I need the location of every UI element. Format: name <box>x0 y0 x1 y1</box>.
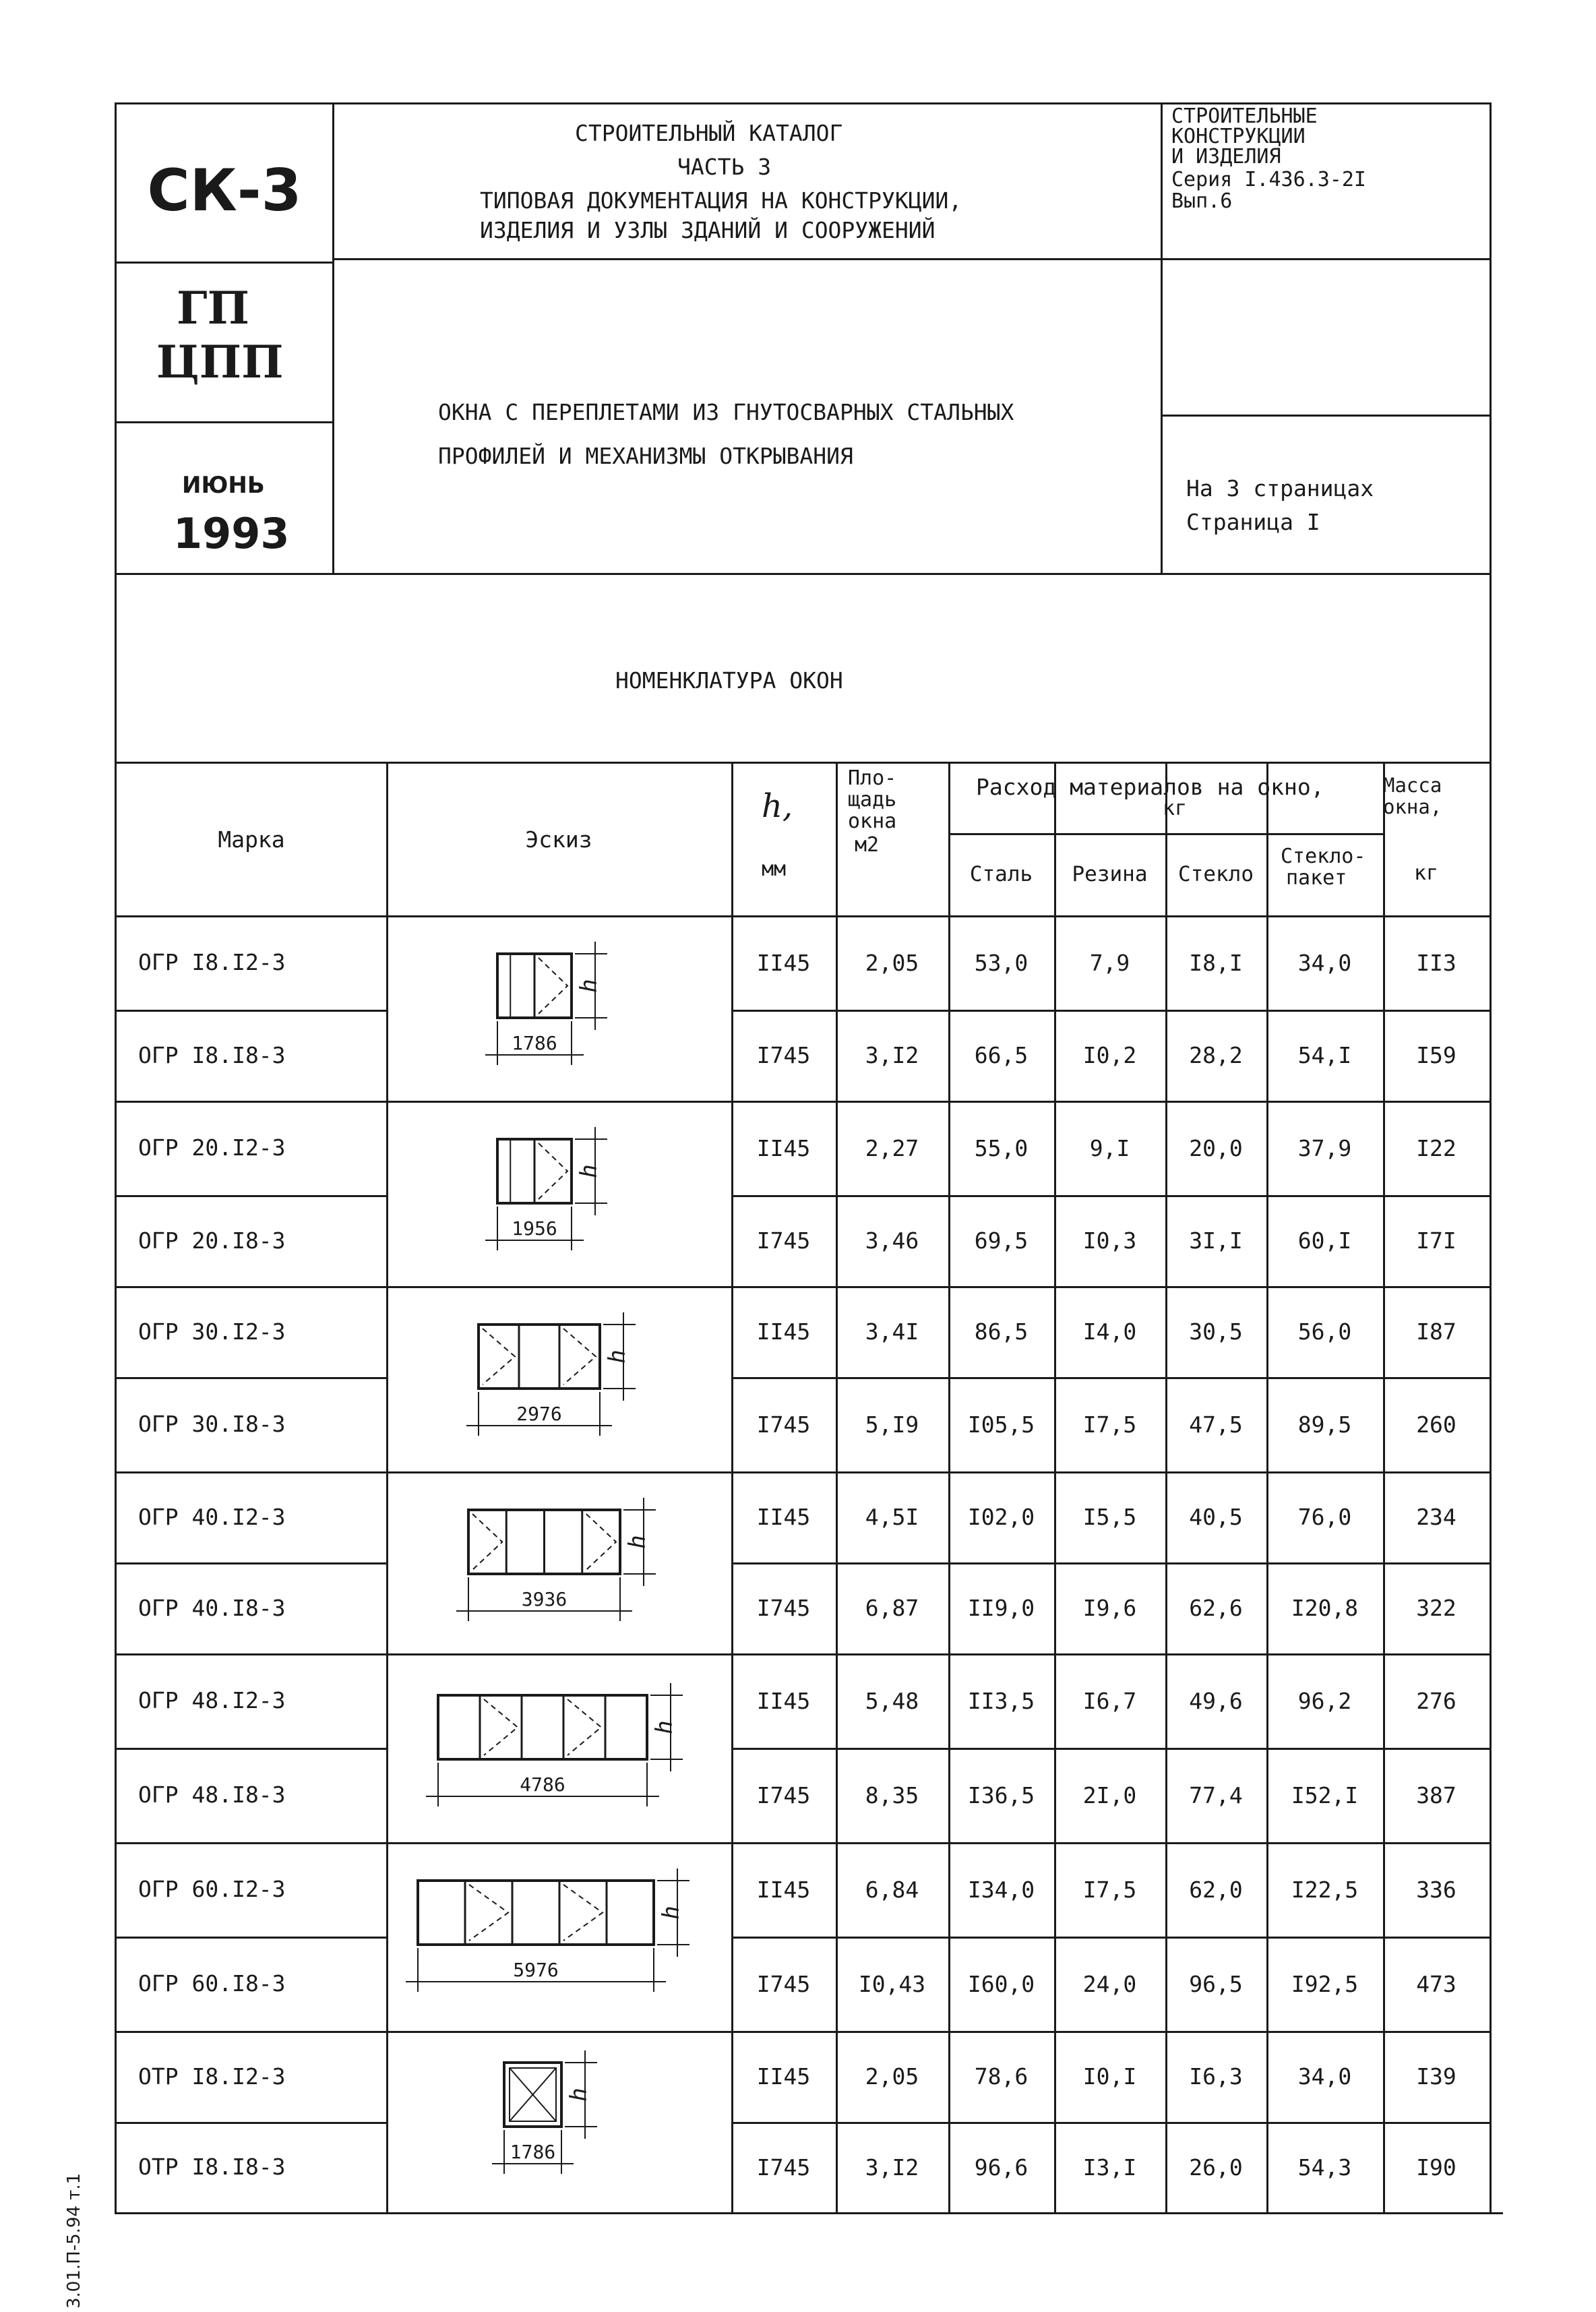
row-steel: 86,5 <box>974 1318 1029 1345</box>
row-area: 2,27 <box>865 1134 919 1161</box>
row-glass: 40,5 <box>1189 1504 1243 1530</box>
col-consumption-line-2: кг <box>1163 797 1188 820</box>
row-rubber: 9,I <box>1089 1134 1130 1161</box>
row-pack: 34,0 <box>1297 2063 1352 2090</box>
row-marka: ОГР 60.I8-3 <box>138 1970 286 1997</box>
window-sketch <box>418 1881 654 1945</box>
row-rubber: I0,3 <box>1082 1227 1137 1254</box>
row-glass: 30,5 <box>1189 1318 1243 1345</box>
row-area: 4,5I <box>865 1504 919 1530</box>
row-mass: 387 <box>1416 1782 1456 1808</box>
row-glass: 20,0 <box>1189 1134 1243 1161</box>
row-rubber: I0,I <box>1082 2063 1137 2090</box>
sketch-h-label: h <box>658 1906 685 1920</box>
row-area: 3,I2 <box>865 2154 919 2181</box>
row-glass: 77,4 <box>1189 1782 1243 1808</box>
row-steel: II3,5 <box>967 1687 1035 1714</box>
series-line-3: И ИЗДЕЛИЯ <box>1171 145 1281 169</box>
row-marka: ОГР 48.I2-3 <box>138 1687 286 1713</box>
row-rubber: I9,6 <box>1082 1595 1137 1621</box>
catalog-line-1: СТРОИТЕЛЬНЫЙ КАТАЛОГ <box>575 120 843 146</box>
sketch-opening-mark <box>567 1699 601 1755</box>
row-steel: II9,0 <box>967 1595 1035 1621</box>
row-h: I745 <box>756 2154 811 2181</box>
row-area: 6,87 <box>865 1595 919 1621</box>
sketch-dim-label: 1786 <box>512 1032 557 1054</box>
row-marka: ОГР 30.I8-3 <box>138 1411 286 1437</box>
row-area: 5,I9 <box>865 1411 919 1438</box>
row-area: 8,35 <box>865 1782 919 1808</box>
row-marka: ОГР 20.I8-3 <box>138 1227 286 1254</box>
row-h: II45 <box>756 1504 811 1530</box>
section-title: НОМЕНКЛАТУРА ОКОН <box>615 667 843 694</box>
col-rubber-header: Резина <box>1072 862 1148 886</box>
row-pack: 96,2 <box>1297 1687 1352 1714</box>
row-glass: 96,5 <box>1189 1970 1243 1997</box>
row-mass: 260 <box>1416 1411 1456 1438</box>
row-h: II45 <box>756 2063 811 2090</box>
row-glass: 47,5 <box>1189 1411 1243 1438</box>
col-mass-unit: кг <box>1414 861 1439 885</box>
col-h-header: h, <box>762 787 793 825</box>
col-mass-line-2: окна, <box>1383 795 1442 818</box>
row-pack: 56,0 <box>1297 1318 1352 1345</box>
doc-title-line-1: ОКНА С ПЕРЕПЛЕТАМИ ИЗ ГНУТОСВАРНЫХ СТАЛЬНЫХ <box>438 399 1014 425</box>
row-steel: 96,6 <box>974 2154 1029 2181</box>
row-h: II45 <box>756 1318 811 1345</box>
row-area: 2,05 <box>865 949 919 976</box>
row-mass: I59 <box>1416 1042 1456 1068</box>
col-area-unit: м2 <box>855 833 880 857</box>
sketch-h-label: h <box>565 2088 592 2102</box>
row-steel: 69,5 <box>974 1227 1029 1254</box>
catalog-line-4: ИЗДЕЛИЯ И УЗЛЫ ЗДАНИЙ И СООРУЖЕНИЙ <box>480 217 935 243</box>
sketch-h-label: h <box>624 1535 651 1549</box>
row-rubber: I5,5 <box>1082 1504 1137 1530</box>
row-pack: I52,I <box>1291 1782 1359 1808</box>
org-line-2: ЦПП <box>156 336 284 388</box>
doc-title-line-2: ПРОФИЛЕЙ И МЕХАНИЗМЫ ОТКРЫВАНИЯ <box>438 443 853 469</box>
row-mass: 322 <box>1416 1595 1456 1621</box>
row-h: II45 <box>756 1687 811 1714</box>
row-rubber: I4,0 <box>1082 1318 1137 1345</box>
row-area: 3,4I <box>865 1318 919 1345</box>
row-pack: 60,I <box>1297 1227 1352 1254</box>
row-area: I0,43 <box>858 1970 926 1997</box>
sketch-opening-mark <box>563 1329 596 1385</box>
sketch-dim-label: 2976 <box>516 1403 562 1425</box>
sk-code: СК-3 <box>147 156 302 224</box>
row-pack: I20,8 <box>1291 1595 1359 1621</box>
row-h: I745 <box>756 1227 811 1254</box>
series-line-5: Вып.6 <box>1171 189 1233 213</box>
window-sketch <box>438 1695 647 1759</box>
row-steel: 78,6 <box>974 2063 1029 2090</box>
row-rubber: 24,0 <box>1082 1970 1137 1997</box>
row-pack: 34,0 <box>1297 949 1352 976</box>
sketch-dim-label: 3936 <box>521 1588 567 1610</box>
row-pack: 76,0 <box>1297 1504 1352 1530</box>
row-marka: ОГР 30.I2-3 <box>138 1318 286 1345</box>
row-steel: 66,5 <box>974 1042 1029 1068</box>
sketch-opening-mark <box>539 958 567 1014</box>
col-steel-header: Сталь <box>969 862 1033 886</box>
row-marka: ОГР I8.I2-3 <box>138 949 286 975</box>
row-glass: 26,0 <box>1189 2154 1243 2181</box>
row-area: 3,46 <box>865 1227 919 1254</box>
col-area-line-1: Пло- <box>848 766 897 790</box>
row-marka: ОГР 40.I2-3 <box>138 1503 286 1530</box>
col-area-line-2: щадь <box>848 788 897 812</box>
row-marka: ОГР 20.I2-3 <box>138 1134 286 1161</box>
col-eskiz-header: Эскиз <box>525 826 592 853</box>
sketch-dim-label: 4786 <box>520 1773 565 1796</box>
sketch-dim-label: 1956 <box>512 1217 557 1240</box>
col-h-unit: мм <box>762 857 787 881</box>
year: 1993 <box>173 509 290 558</box>
pages-line-2: Страница I <box>1186 509 1320 535</box>
row-glass: I8,I <box>1189 949 1243 976</box>
row-h: I745 <box>756 1595 811 1621</box>
catalog-line-2: ЧАСТЬ 3 <box>677 154 772 180</box>
row-pack: I22,5 <box>1291 1876 1359 1903</box>
row-h: II45 <box>756 949 811 976</box>
row-mass: I39 <box>1416 2063 1456 2090</box>
row-mass: 234 <box>1416 1504 1456 1530</box>
sketch-opening-mark <box>539 1143 567 1199</box>
sketch-h-label: h <box>576 979 603 993</box>
row-pack: 54,I <box>1297 1042 1352 1068</box>
row-pack: 54,3 <box>1297 2154 1352 2181</box>
row-rubber: I7,5 <box>1082 1876 1137 1903</box>
row-area: 6,84 <box>865 1876 919 1903</box>
row-marka: ОТР I8.I8-3 <box>138 2154 286 2180</box>
row-mass: 473 <box>1416 1970 1456 1997</box>
row-mass: 276 <box>1416 1687 1456 1714</box>
row-rubber: I3,I <box>1082 2154 1137 2181</box>
row-steel: 55,0 <box>974 1134 1029 1161</box>
row-pack: I92,5 <box>1291 1970 1359 1997</box>
sketch-h-label: h <box>576 1164 603 1178</box>
row-steel: I02,0 <box>967 1504 1035 1530</box>
side-note-text: 3.01.П-5.94 т.1 <box>64 2172 84 2309</box>
row-area: 2,05 <box>865 2063 919 2090</box>
row-glass: 28,2 <box>1189 1042 1243 1068</box>
row-rubber: 2I,0 <box>1082 1782 1137 1808</box>
row-area: 3,I2 <box>865 1042 919 1068</box>
row-h: II45 <box>756 1876 811 1903</box>
row-mass: I90 <box>1416 2154 1456 2181</box>
sketch-opening-mark <box>586 1514 616 1570</box>
col-glasspack-line-1: Стекло- <box>1281 845 1366 868</box>
row-marka: ОГР 48.I8-3 <box>138 1782 286 1808</box>
sketch-opening-mark <box>563 1885 603 1941</box>
row-glass: I6,3 <box>1189 2063 1243 2090</box>
col-marka-header: Марка <box>218 826 285 853</box>
row-steel: I36,5 <box>967 1782 1035 1808</box>
row-h: I745 <box>756 1411 811 1438</box>
sketch-h-label: h <box>604 1349 631 1364</box>
col-consumption-line-1: Расход материалов на окно, <box>976 774 1324 800</box>
sketch-dim-label: 5976 <box>513 1959 559 1981</box>
window-sketch <box>479 1325 600 1389</box>
col-glass-header: Стекло <box>1178 862 1254 886</box>
col-mass-line-1: Масса <box>1383 774 1442 797</box>
side-note <box>64 2172 98 2312</box>
sketch-opening-mark <box>483 1329 515 1385</box>
row-rubber: I0,2 <box>1082 1042 1137 1068</box>
sketch-dim-label: 1786 <box>510 2141 556 2163</box>
row-h: I745 <box>756 1970 811 1997</box>
row-steel: I05,5 <box>967 1411 1035 1438</box>
row-mass: 336 <box>1416 1876 1456 1903</box>
pages-line-1: На 3 страницах <box>1186 475 1374 501</box>
row-steel: 53,0 <box>974 949 1029 976</box>
row-h: II45 <box>756 1134 811 1161</box>
row-rubber: I6,7 <box>1082 1687 1137 1714</box>
row-rubber: 7,9 <box>1089 949 1130 976</box>
month: ИЮНЬ <box>182 472 265 499</box>
row-mass: II3 <box>1416 949 1456 976</box>
row-mass: I22 <box>1416 1134 1456 1161</box>
row-steel: I34,0 <box>967 1876 1035 1903</box>
sketch-opening-mark <box>469 1885 508 1941</box>
series-line-4: Серия I.436.3-2I <box>1171 168 1366 191</box>
row-marka: ОГР 60.I2-3 <box>138 1876 286 1902</box>
org-line-1: ГП <box>177 282 249 334</box>
row-pack: 37,9 <box>1297 1134 1352 1161</box>
catalog-line-3: ТИПОВАЯ ДОКУМЕНТАЦИЯ НА КОНСТРУКЦИИ, <box>480 187 962 214</box>
row-glass: 49,6 <box>1189 1687 1243 1714</box>
row-h: I745 <box>756 1042 811 1068</box>
row-marka: ОГР 40.I8-3 <box>138 1594 286 1621</box>
row-pack: 89,5 <box>1297 1411 1352 1438</box>
row-mass: I7I <box>1416 1227 1456 1254</box>
col-area-line-3: окна <box>848 810 897 833</box>
sketch-h-label: h <box>651 1720 678 1734</box>
row-marka: ОГР I8.I8-3 <box>138 1041 286 1068</box>
row-area: 5,48 <box>865 1687 919 1714</box>
row-glass: 62,0 <box>1189 1876 1243 1903</box>
row-glass: 62,6 <box>1189 1595 1243 1621</box>
row-steel: I60,0 <box>967 1970 1035 1997</box>
series-line-1: СТРОИТЕЛЬНЫЕ <box>1171 104 1318 128</box>
row-glass: 3I,I <box>1189 1227 1243 1254</box>
sketch-opening-mark <box>472 1514 502 1570</box>
row-rubber: I7,5 <box>1082 1411 1137 1438</box>
row-h: I745 <box>756 1782 811 1808</box>
row-marka: ОТР I8.I2-3 <box>138 2063 286 2090</box>
series-line-2: КОНСТРУКЦИИ <box>1171 125 1306 148</box>
sketch-opening-mark <box>484 1699 518 1755</box>
row-mass: I87 <box>1416 1318 1456 1345</box>
col-glasspack-line-2: пакет <box>1286 866 1347 890</box>
